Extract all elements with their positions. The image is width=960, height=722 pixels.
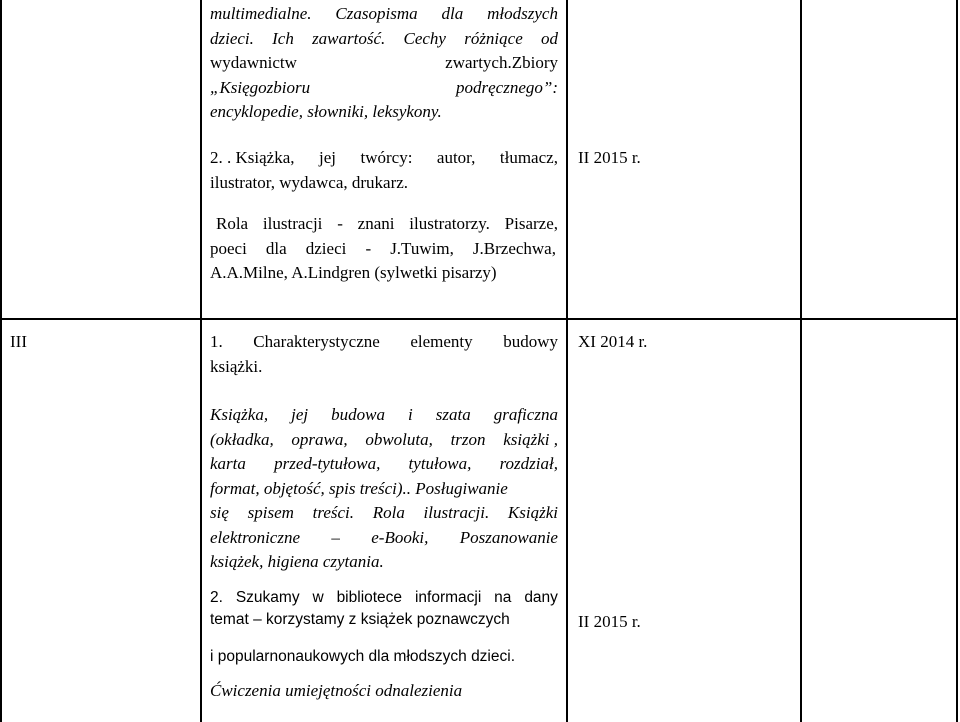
table-border-left (0, 0, 2, 722)
item-2-line: ilustrator, wydawca, drukarz. (210, 172, 409, 192)
table-column-divider-1 (200, 0, 202, 722)
cell-text-line: wydawnictw zwartych.Zbiory (210, 53, 558, 72)
rola-line: poeci dla dzieci - J.Tuwim, J.Brzechwa, (210, 238, 556, 258)
description-line: format, objętość, spis treści).. Posługiwanie (210, 478, 508, 498)
date-cell: II 2015 r. (578, 148, 641, 167)
cell-text-line: „Księgozbioru podręcznego”: (210, 77, 558, 97)
cell-text-line: dzieci. Ich zawartość. Cechy różniące od (210, 28, 558, 48)
table-column-divider-2 (566, 0, 568, 722)
row-number: III (10, 332, 27, 351)
description-line: Książka, jej budowa i szata graficzna (210, 405, 558, 424)
point-1-line: książki. (210, 356, 263, 376)
table-column-divider-3 (800, 0, 802, 722)
rola-line: A.A.Milne, A.Lindgren (sylwetki pisarzy) (210, 263, 497, 282)
rola-line: Rola ilustracji - znani ilustratorzy. Pisarze, (216, 214, 558, 233)
table-border-right (956, 0, 958, 722)
point-2-line: temat – korzystamy z książek poznawczych (210, 611, 510, 628)
description-line: się spisem treści. Rola ilustracji. Książki (210, 503, 558, 522)
exercise-line: Ćwiczenia umiejętności odnalezienia (210, 681, 463, 700)
description-line: karta przed-tytułowa, tytułowa, rozdział, (210, 454, 558, 473)
table-row-divider (0, 318, 958, 320)
point-1-line: 1. Charakterystyczne elementy budowy (210, 332, 558, 351)
item-2-line: 2. . Książka, jej twórcy: autor, tłumacz, (210, 148, 558, 167)
point-2-line: i popularnonaukowych dla młodszych dzieci. (210, 648, 515, 665)
description-line: elektroniczne – e-Booki, Poszanowanie (210, 527, 558, 547)
cell-text-line: encyklopedie, słowniki, leksykony. (210, 102, 442, 121)
date-cell: II 2015 r. (578, 612, 641, 631)
cell-text-line: multimedialne. Czasopisma dla młodszych (210, 4, 558, 23)
point-2-line: 2. Szukamy w bibliotece informacji na dany (210, 589, 558, 606)
description-line: (okładka, oprawa, obwoluta, trzon książki , (210, 429, 558, 449)
date-cell: XI 2014 r. (578, 332, 648, 351)
description-line: książek, higiena czytania. (210, 552, 384, 571)
